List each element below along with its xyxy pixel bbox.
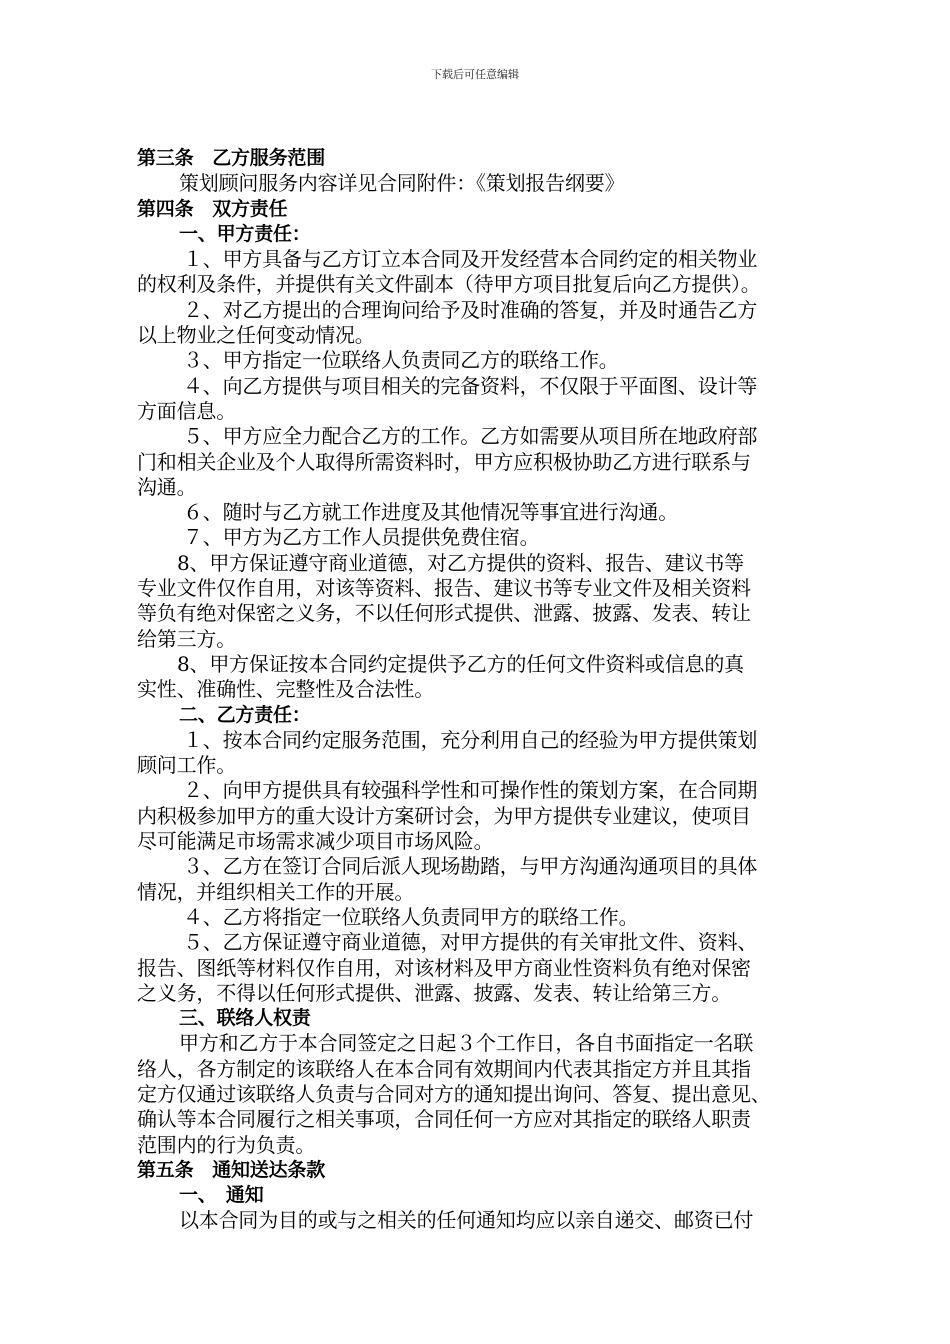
text-line: 方面信息。	[137, 398, 236, 423]
section-heading: 三、联络人权责	[179, 1007, 311, 1030]
text-line: 等负有绝对保密之义务，不以任何形式提供、泄露、披露、发表、转让	[137, 601, 751, 626]
text-line: 定方仅通过该联络人负责与合同对方的通知提出询问、答复、提出意见、	[137, 1081, 771, 1106]
section-heading: 第四条 双方责任	[137, 197, 288, 220]
text-line: １、甲方具备与乙方订立本合同及开发经营本合同约定的相关物业	[183, 247, 758, 272]
section-heading: 一、 通知	[179, 1184, 264, 1207]
text-line: 确认等本合同履行之相关事项，合同任何一方应对其指定的联络人职责	[137, 1107, 751, 1132]
text-line: 以本合同为目的或与之相关的任何通知均应以亲自递交、邮资已付	[179, 1208, 754, 1233]
text-line: 门和相关企业及个人取得所需资料时，甲方应积极协助乙方进行联系与	[137, 449, 751, 474]
section-heading: 第三条 乙方服务范围	[137, 147, 326, 169]
page-header: 下载后可任意编辑	[431, 68, 519, 81]
text-line: 报告、图纸等材料仅作自用，对该材料及甲方商业性资料负有绝对保密	[137, 955, 751, 980]
section-heading: 二、乙方责任：	[179, 703, 311, 726]
text-line: 范围内的行为负责。	[137, 1132, 316, 1157]
text-line: 内积极参加甲方的重大设计方案研讨会，为甲方提供专业建议，使项目	[137, 803, 751, 828]
text-line: ２、向甲方提供具有较强科学性和可操作性的策划方案，在合同期	[183, 778, 758, 803]
text-line: 给第三方。	[137, 626, 236, 651]
text-line: ４、乙方将指定一位联络人负责同甲方的联络工作。	[183, 904, 639, 929]
text-line: １、按本合同约定服务范围，充分利用自己的经验为甲方提供策划	[183, 727, 758, 752]
text-line: ４、向乙方提供与项目相关的完备资料，不仅限于平面图、设计等	[183, 373, 758, 398]
section-heading: 第五条 通知送达条款	[137, 1158, 326, 1181]
text-line: 的权利及条件，并提供有关文件副本（待甲方项目批复后向乙方提供）。	[137, 272, 761, 297]
section-heading: 一、甲方责任：	[179, 222, 311, 245]
text-line: ３、甲方指定一位联络人负责同乙方的联络工作。	[183, 348, 619, 373]
text-line: 策划顾问服务内容详见合同附件：《策划报告纲要》	[179, 171, 625, 196]
text-line: 之义务，不得以任何形式提供、泄露、披露、发表、转让给第三方。	[137, 980, 731, 1005]
text-line: 8、甲方保证按本合同约定提供予乙方的任何文件资料或信息的真	[177, 651, 744, 676]
text-line: 尽可能满足市场需求减少项目市场风险。	[137, 829, 494, 854]
text-line: 甲方和乙方于本合同签定之日起３个工作日，各自书面指定一名联	[179, 1031, 754, 1056]
text-line: ７、甲方为乙方工作人员提供免费住宿。	[183, 525, 540, 550]
text-line: 情况，并组织相关工作的开展。	[137, 879, 415, 904]
text-line: 8、甲方保证遵守商业道德，对乙方提供的资料、报告、建议书等	[177, 550, 744, 575]
text-line: ３、乙方在签订合同后派人现场勘踏，与甲方沟通沟通项目的具体	[183, 854, 758, 879]
text-line: 专业文件仅作自用，对该等资料、报告、建议书等专业文件及相关资料	[137, 576, 751, 601]
text-line: ２、对乙方提出的合理询问给予及时准确的答复，并及时通告乙方	[183, 297, 758, 322]
text-line: 络人，各方制定的该联络人在本合同有效期间内代表其指定方并且其指	[137, 1056, 751, 1081]
text-line: 顾问工作。	[137, 753, 236, 778]
text-line: ５、乙方保证遵守商业道德，对甲方提供的有关审批文件、资料、	[183, 930, 758, 955]
text-line: 沟通。	[137, 474, 197, 499]
text-line: ５、甲方应全力配合乙方的工作。乙方如需要从项目所在地政府部	[183, 424, 758, 449]
document-body	[137, 146, 837, 1234]
text-line: 实性、准确性、完整性及合法性。	[137, 677, 434, 702]
text-line: 以上物业之任何变动情况。	[137, 323, 375, 348]
text-line: ６、随时与乙方就工作进度及其他情况等事宜进行沟通。	[183, 500, 678, 525]
